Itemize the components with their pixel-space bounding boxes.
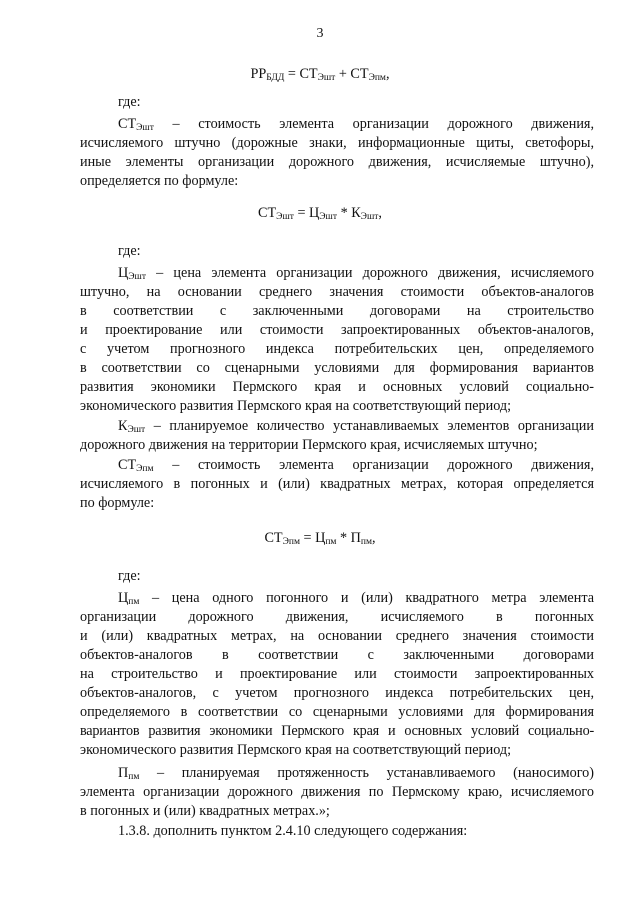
paragraph-line: на строительство и проектирование или стоимости запроектированных <box>80 666 594 682</box>
paragraph-line: исчисляемого штучно (дорожные знаки, информационные щиты, светофоры, <box>80 135 594 151</box>
where-label: где: <box>118 243 141 259</box>
paragraph-line: экономического развития Пермского края на соответствующий период; <box>80 398 512 414</box>
paragraph-line: элемента организации дорожного движения по Пермскому краю, исчисляемого <box>80 784 594 800</box>
paragraph-line: $Ц_{Эшт}$ – цена элемента организации дорожного движения, исчисляемого <box>118 265 594 282</box>
paragraph-line: и (или) квадратных метрах, на основании среднего значения стоимости <box>80 628 594 644</box>
paragraph-line: в погонных и (или) квадратных метрах.»; <box>80 803 330 819</box>
paragraph-line: в соответствии с заключенными договорами на строительство <box>80 303 594 319</box>
paragraph-line: объектов-аналогов в соответствии с заключенными договорами <box>80 647 594 663</box>
formula-st-epm: $СТ_{Эпм} = Ц_{пм} * П_{пм}$, <box>264 530 376 547</box>
where-label: где: <box>118 568 141 584</box>
paragraph-line: $СТ_{Эпм}$ – стоимость элемента организации дорожного движения, <box>118 457 594 474</box>
paragraph-line: экономического развития Пермского края на соответствующий период; <box>80 742 512 758</box>
paragraph-line: вариантов развития экономики Пермского края и основных условий социально- <box>80 723 594 739</box>
paragraph-line: определяемого в соответствии со сценарными условиями для формирования <box>80 704 594 720</box>
paragraph-line: объектов-аналогов, с учетом прогнозного индекса потребительских цен, <box>80 685 594 701</box>
paragraph-line: и проектирование или стоимости запроектированных объектов-аналогов, <box>80 322 594 338</box>
formula-st-esht: $СТ_{Эшт} = Ц_{Эшт} * К_{Эшт}$, <box>258 205 382 222</box>
amendment-line: 1.3.8. дополнить пунктом 2.4.10 следующего содержания: <box>118 823 468 839</box>
paragraph-line: $К_{Эшт}$ – планируемое количество устанавливаемых элементов организации <box>118 418 594 435</box>
paragraph-line: $П_{пм}$ – планируемая протяженность устанавливаемого (наносимого) <box>118 765 594 782</box>
paragraph-line: в соответствии со сценарными условиями для формирования вариантов <box>80 360 594 376</box>
paragraph-line: штучно, на основании среднего значения стоимости объектов-аналогов <box>80 284 594 300</box>
paragraph-line: определяется по формуле: <box>80 173 239 189</box>
paragraph-line: исчисляемого в погонных и (или) квадратных метрах, которая определяется <box>80 476 594 492</box>
paragraph-line: $Ц_{пм}$ – цена одного погонного и (или) квадратного метра элемента <box>118 590 594 607</box>
where-label: где: <box>118 94 141 110</box>
paragraph-line: с учетом прогнозного индекса потребительских цен, определяемого <box>80 341 594 357</box>
formula-rr-bdd: $РР_{БДД} = СТ_{Эшт} + СТ_{Эпм}$, <box>250 66 390 83</box>
paragraph-line: развития экономики Пермского края и основных условий социально- <box>80 379 594 395</box>
page-number: 3 <box>316 26 324 41</box>
paragraph-line: иные элементы организации дорожного движения, исчисляемые штучно), <box>80 154 594 170</box>
paragraph-line: $СТ_{Эшт}$ – стоимость элемента организации дорожного движения, <box>118 116 594 133</box>
paragraph-line: по формуле: <box>80 495 155 511</box>
paragraph-line: организации дорожного движения, исчисляемого в погонных <box>80 609 594 625</box>
paragraph-line: дорожного движения на территории Пермского края, исчисляемых штучно; <box>80 437 538 453</box>
